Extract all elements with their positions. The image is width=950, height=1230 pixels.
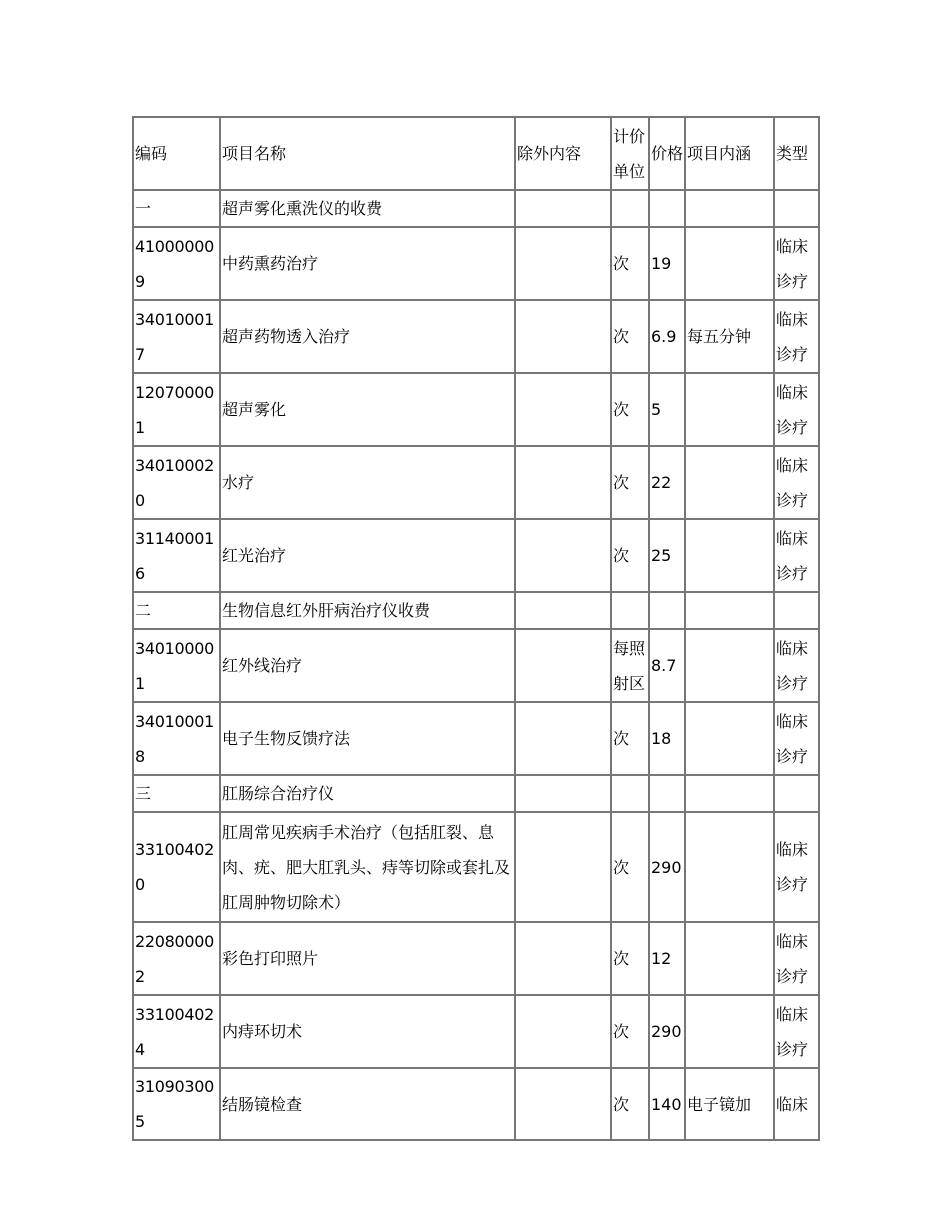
header-content: 项目内涵 bbox=[686, 118, 775, 191]
cell-excluded bbox=[516, 520, 612, 593]
table-row bbox=[134, 228, 820, 301]
cell-type: 临床诊疗 bbox=[775, 228, 820, 301]
cell-content bbox=[686, 996, 775, 1069]
cell-code: 220800002 bbox=[134, 923, 221, 996]
cell-type: 临床诊疗 bbox=[775, 520, 820, 593]
cell-price bbox=[650, 191, 686, 228]
cell-content bbox=[686, 923, 775, 996]
cell-code: 一 bbox=[134, 191, 221, 228]
cell-name: 红光治疗 bbox=[221, 520, 516, 593]
table-row bbox=[134, 813, 820, 923]
cell-code: 三 bbox=[134, 776, 221, 813]
cell-name: 中药熏药治疗 bbox=[221, 228, 516, 301]
cell-excluded bbox=[516, 228, 612, 301]
cell-code: 二 bbox=[134, 593, 221, 630]
table-row bbox=[134, 923, 820, 996]
cell-code: 340100017 bbox=[134, 301, 221, 374]
cell-excluded bbox=[516, 630, 612, 703]
cell-unit: 次 bbox=[612, 447, 650, 520]
cell-price bbox=[650, 776, 686, 813]
cell-content bbox=[686, 447, 775, 520]
cell-excluded bbox=[516, 776, 612, 813]
cell-excluded bbox=[516, 813, 612, 923]
cell-type: 临床诊疗 bbox=[775, 996, 820, 1069]
cell-type: 临床诊疗 bbox=[775, 301, 820, 374]
cell-type: 临床诊疗 bbox=[775, 923, 820, 996]
cell-name: 内痔环切术 bbox=[221, 996, 516, 1069]
cell-excluded bbox=[516, 1069, 612, 1141]
header-price: 价格 bbox=[650, 118, 686, 191]
table-row bbox=[134, 374, 820, 447]
cell-price: 6.9 bbox=[650, 301, 686, 374]
header-excluded: 除外内容 bbox=[516, 118, 612, 191]
cell-name: 电子生物反馈疗法 bbox=[221, 703, 516, 776]
cell-excluded bbox=[516, 996, 612, 1069]
fee-table bbox=[132, 116, 820, 1141]
table-row bbox=[134, 520, 820, 593]
table-row bbox=[134, 630, 820, 703]
cell-price: 25 bbox=[650, 520, 686, 593]
cell-type: 临床诊疗 bbox=[775, 703, 820, 776]
cell-content bbox=[686, 703, 775, 776]
cell-excluded bbox=[516, 923, 612, 996]
cell-unit: 次 bbox=[612, 923, 650, 996]
cell-code: 340100001 bbox=[134, 630, 221, 703]
header-type: 类型 bbox=[775, 118, 820, 191]
cell-unit: 次 bbox=[612, 1069, 650, 1141]
cell-price: 12 bbox=[650, 923, 686, 996]
cell-type bbox=[775, 776, 820, 813]
cell-name: 超声雾化 bbox=[221, 374, 516, 447]
cell-content bbox=[686, 520, 775, 593]
cell-price: 5 bbox=[650, 374, 686, 447]
cell-excluded bbox=[516, 447, 612, 520]
cell-type: 临床 bbox=[775, 1069, 820, 1141]
cell-unit: 次 bbox=[612, 703, 650, 776]
cell-code: 120700001 bbox=[134, 374, 221, 447]
cell-name: 水疗 bbox=[221, 447, 516, 520]
cell-content bbox=[686, 593, 775, 630]
cell-price: 22 bbox=[650, 447, 686, 520]
cell-price: 140 bbox=[650, 1069, 686, 1141]
cell-type: 临床诊疗 bbox=[775, 374, 820, 447]
cell-content bbox=[686, 228, 775, 301]
cell-unit: 每照射区 bbox=[612, 630, 650, 703]
cell-unit: 次 bbox=[612, 228, 650, 301]
cell-type: 临床诊疗 bbox=[775, 813, 820, 923]
table-row bbox=[134, 1069, 820, 1141]
cell-excluded bbox=[516, 703, 612, 776]
cell-unit bbox=[612, 593, 650, 630]
cell-name: 超声药物透入治疗 bbox=[221, 301, 516, 374]
cell-unit bbox=[612, 776, 650, 813]
cell-excluded bbox=[516, 374, 612, 447]
cell-unit: 次 bbox=[612, 520, 650, 593]
cell-type: 临床诊疗 bbox=[775, 630, 820, 703]
cell-type: 临床诊疗 bbox=[775, 447, 820, 520]
header-name: 项目名称 bbox=[221, 118, 516, 191]
cell-name: 肛肠综合治疗仪 bbox=[221, 776, 516, 813]
table-row bbox=[134, 593, 820, 630]
cell-content bbox=[686, 374, 775, 447]
table-row bbox=[134, 191, 820, 228]
table-row bbox=[134, 996, 820, 1069]
header-unit: 计价单位 bbox=[612, 118, 650, 191]
cell-unit: 次 bbox=[612, 374, 650, 447]
cell-content: 每五分钟 bbox=[686, 301, 775, 374]
cell-code: 311400016 bbox=[134, 520, 221, 593]
cell-price: 8.7 bbox=[650, 630, 686, 703]
cell-excluded bbox=[516, 301, 612, 374]
cell-code: 331004020 bbox=[134, 813, 221, 923]
table-row bbox=[134, 776, 820, 813]
cell-content bbox=[686, 191, 775, 228]
cell-unit: 次 bbox=[612, 301, 650, 374]
cell-code: 340100018 bbox=[134, 703, 221, 776]
cell-price: 290 bbox=[650, 996, 686, 1069]
cell-unit: 次 bbox=[612, 813, 650, 923]
cell-name: 肛周常见疾病手术治疗（包括肛裂、息肉、疣、肥大肛乳头、痔等切除或套扎及肛周肿物切除术） bbox=[221, 813, 516, 923]
cell-price: 19 bbox=[650, 228, 686, 301]
cell-code: 410000009 bbox=[134, 228, 221, 301]
cell-excluded bbox=[516, 593, 612, 630]
cell-code: 310903005 bbox=[134, 1069, 221, 1141]
cell-content bbox=[686, 813, 775, 923]
cell-code: 331004024 bbox=[134, 996, 221, 1069]
cell-name: 彩色打印照片 bbox=[221, 923, 516, 996]
cell-type bbox=[775, 593, 820, 630]
table-row bbox=[134, 301, 820, 374]
cell-name: 红外线治疗 bbox=[221, 630, 516, 703]
cell-unit: 次 bbox=[612, 996, 650, 1069]
cell-name: 超声雾化熏洗仪的收费 bbox=[221, 191, 516, 228]
table-row bbox=[134, 703, 820, 776]
cell-content bbox=[686, 776, 775, 813]
cell-unit bbox=[612, 191, 650, 228]
cell-price bbox=[650, 593, 686, 630]
cell-name: 结肠镜检查 bbox=[221, 1069, 516, 1141]
header-row bbox=[134, 118, 820, 191]
cell-content: 电子镜加 bbox=[686, 1069, 775, 1141]
cell-content bbox=[686, 630, 775, 703]
header-code: 编码 bbox=[134, 118, 221, 191]
cell-price: 18 bbox=[650, 703, 686, 776]
cell-excluded bbox=[516, 191, 612, 228]
cell-code: 340100020 bbox=[134, 447, 221, 520]
table-row bbox=[134, 447, 820, 520]
cell-type bbox=[775, 191, 820, 228]
cell-name: 生物信息红外肝病治疗仪收费 bbox=[221, 593, 516, 630]
cell-price: 290 bbox=[650, 813, 686, 923]
